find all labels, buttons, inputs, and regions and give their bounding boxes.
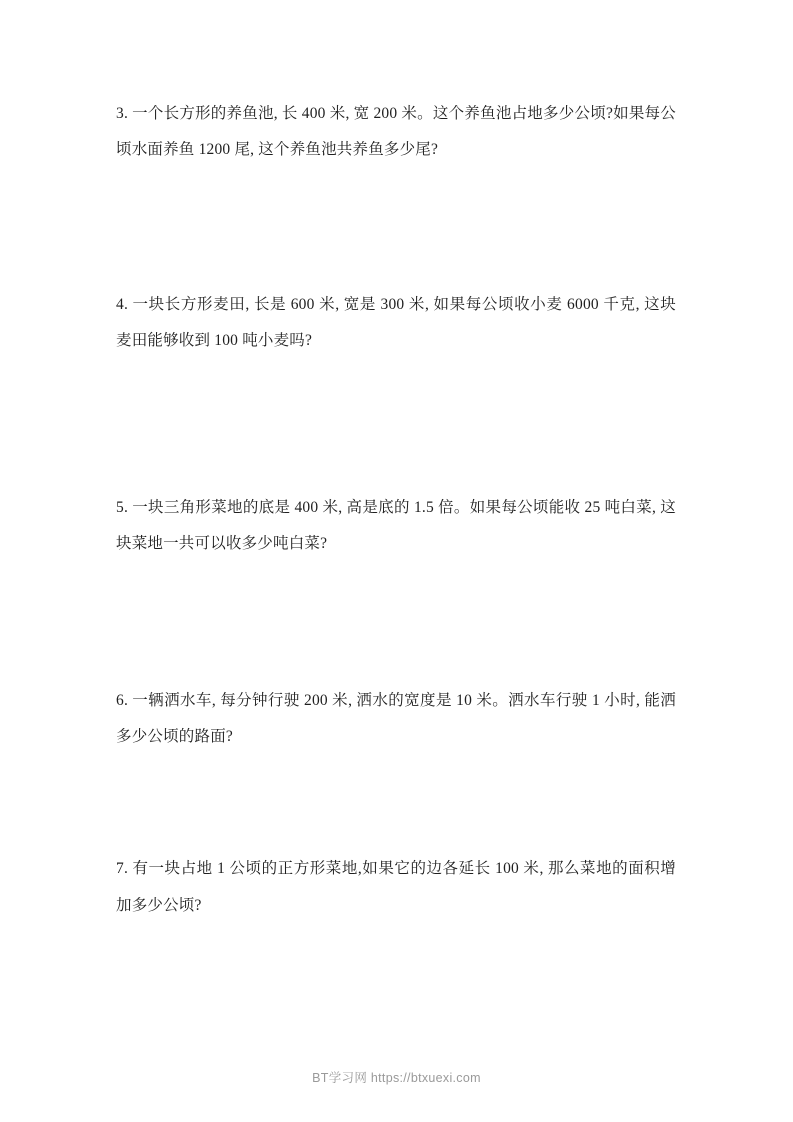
problem-item-7: 7. 有一块占地 1 公顷的正方形菜地,如果它的边各延长 100 米, 那么菜地的面积增加多少公顷? <box>116 860 676 914</box>
problem-item-4: 4. 一块长方形麦田, 长是 600 米, 宽是 300 米, 如果每公顷收小麦 6000 千克, 这块麦田能够收到 100 吨小麦吗? <box>116 295 676 350</box>
footer-watermark: BT学习网 https://btxuexi.com <box>312 1071 481 1085</box>
answer-space-3 <box>116 169 676 287</box>
problem-item-5: 5. 一块三角形菜地的底是 400 米, 高是底的 1.5 倍。如果每公顷能收 25 吨白菜, 这块菜地一共可以收多少吨白菜? <box>116 498 676 553</box>
problem-item-3: 3. 一个长方形的养鱼池, 长 400 米, 宽 200 米。这个养鱼池占地多少公顷?如果每公顷水面养鱼 1200 尾, 这个养鱼池共养鱼多少尾? <box>116 105 676 159</box>
answer-space-6 <box>116 755 676 851</box>
problem-list <box>116 96 676 924</box>
answer-space-4 <box>116 360 676 490</box>
answer-space-5 <box>116 563 676 683</box>
problem-item-6: 6. 一辆洒水车, 每分钟行驶 200 米, 洒水的宽度是 10 米。洒水车行驶 1 小时, 能洒多少公顷的路面? <box>116 691 676 745</box>
